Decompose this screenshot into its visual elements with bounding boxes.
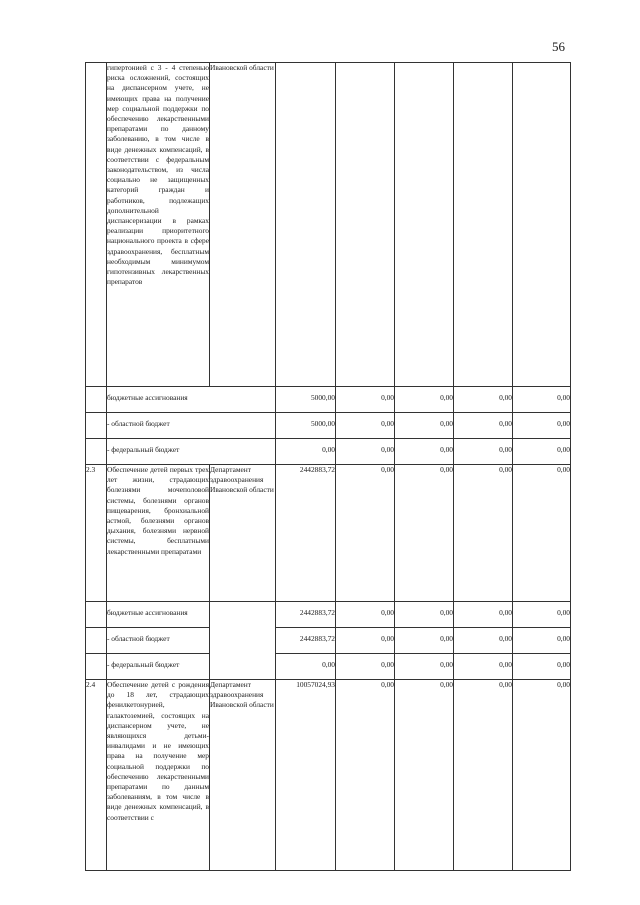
value-cell: 0,00 [336, 680, 395, 871]
value-cell: 0,00 [336, 465, 395, 602]
row-number [86, 413, 107, 439]
responsible-department: Департамент здравоохранения Ивановской области [210, 465, 276, 602]
funding-label: - федеральный бюджет [107, 654, 210, 680]
funding-label: - федеральный бюджет [107, 439, 276, 465]
value-cell [454, 63, 513, 387]
value-cell: 0,00 [454, 628, 513, 654]
value-cell [276, 63, 336, 387]
value-cell: 0,00 [454, 602, 513, 628]
value-cell: 0,00 [395, 439, 454, 465]
value-cell: 0,00 [276, 439, 336, 465]
value-cell: 0,00 [513, 387, 571, 413]
value-cell: 0,00 [513, 465, 571, 602]
value-cell: 0,00 [395, 680, 454, 871]
value-cell: 0,00 [395, 654, 454, 680]
row-number [86, 387, 107, 413]
funding-label: - областной бюджет [107, 628, 210, 654]
value-cell: 0,00 [513, 680, 571, 871]
value-cell: 0,00 [454, 413, 513, 439]
row-number [86, 63, 107, 387]
value-cell: 0,00 [454, 465, 513, 602]
value-cell: 0,00 [454, 680, 513, 871]
value-cell [395, 63, 454, 387]
value-cell: 0,00 [454, 654, 513, 680]
value-cell: 0,00 [454, 439, 513, 465]
table-row [86, 680, 571, 871]
value-cell: 0,00 [513, 602, 571, 628]
row-number [86, 602, 107, 628]
table-row [86, 413, 571, 439]
value-cell: 5000,00 [276, 413, 336, 439]
value-cell: 0,00 [395, 628, 454, 654]
value-cell: 2442883,72 [276, 602, 336, 628]
value-cell [513, 63, 571, 387]
row-number [86, 628, 107, 654]
funding-label: бюджетные ассигнования [107, 387, 276, 413]
table-row [86, 439, 571, 465]
row-number: 2.3 [86, 465, 107, 602]
program-funding-table [85, 62, 571, 871]
value-cell: 0,00 [395, 602, 454, 628]
table-row [86, 628, 571, 654]
row-number [86, 654, 107, 680]
table-row [86, 602, 571, 628]
value-cell: 5000,00 [276, 387, 336, 413]
value-cell: 0,00 [454, 387, 513, 413]
page-number: 56 [552, 39, 565, 54]
table-row [86, 387, 571, 413]
value-cell: 0,00 [395, 413, 454, 439]
responsible-department: Ивановской области [210, 63, 276, 387]
measure-description: Обеспечение детей с рождения до 18 лет, страдающих фенилкетонурией, галактоземией, состоящих на диспансерном учете, не являющихся детьми-инвалидами и не имеющих права на получение мер социальной поддержки по обеспечению лекарственными препаратами по данным заболеваниям, в том числе в виде денежных компенсаций, в соответствии с [107, 680, 210, 871]
value-cell: 0,00 [336, 387, 395, 413]
measure-description: гипертонией с 3 - 4 степенью риска осложнений, состоящих на диспансерном учете, не имеющих права на получение мер социальной поддержки по обеспечению лекарственными препаратами по данному заболеванию, в том числе в виде денежных компенсаций, в соответствии с федеральным законодательством, из числа социально не защищенных категорий граждан и работников, подлежащих дополнительной диспансеризации в рамках реализации приоритетного национального проекта в сфере здравоохранения, бесплатным необходимым минимумом гипотензивных лекарственных препаратов [107, 63, 210, 387]
value-cell: 0,00 [336, 602, 395, 628]
funding-label: бюджетные ассигнования [107, 602, 210, 628]
row-number [86, 439, 107, 465]
value-cell: 0,00 [336, 654, 395, 680]
value-cell: 0,00 [395, 387, 454, 413]
value-cell: 0,00 [276, 654, 336, 680]
department-cell [210, 602, 276, 680]
value-cell: 0,00 [336, 628, 395, 654]
table-row [86, 63, 571, 387]
value-cell: 2442883,72 [276, 465, 336, 602]
value-cell: 2442883,72 [276, 628, 336, 654]
value-cell: 0,00 [513, 413, 571, 439]
value-cell [336, 63, 395, 387]
table-row [86, 654, 571, 680]
value-cell: 0,00 [513, 654, 571, 680]
value-cell: 10057024,93 [276, 680, 336, 871]
responsible-department: Департамент здравоохранения Ивановской области [210, 680, 276, 871]
value-cell: 0,00 [513, 628, 571, 654]
funding-label: - областной бюджет [107, 413, 276, 439]
measure-description: Обеспечение детей первых трех лет жизни, страдающих болезнями мочеполовой системы, болезнями органов пищеварения, бронхиальной астмой, болезнями органов дыхания, болезнями нервной системы, бесплатными лекарственными препаратами [107, 465, 210, 602]
value-cell: 0,00 [336, 439, 395, 465]
value-cell: 0,00 [513, 439, 571, 465]
value-cell: 0,00 [336, 413, 395, 439]
value-cell: 0,00 [395, 465, 454, 602]
row-number: 2.4 [86, 680, 107, 871]
table-row [86, 465, 571, 602]
